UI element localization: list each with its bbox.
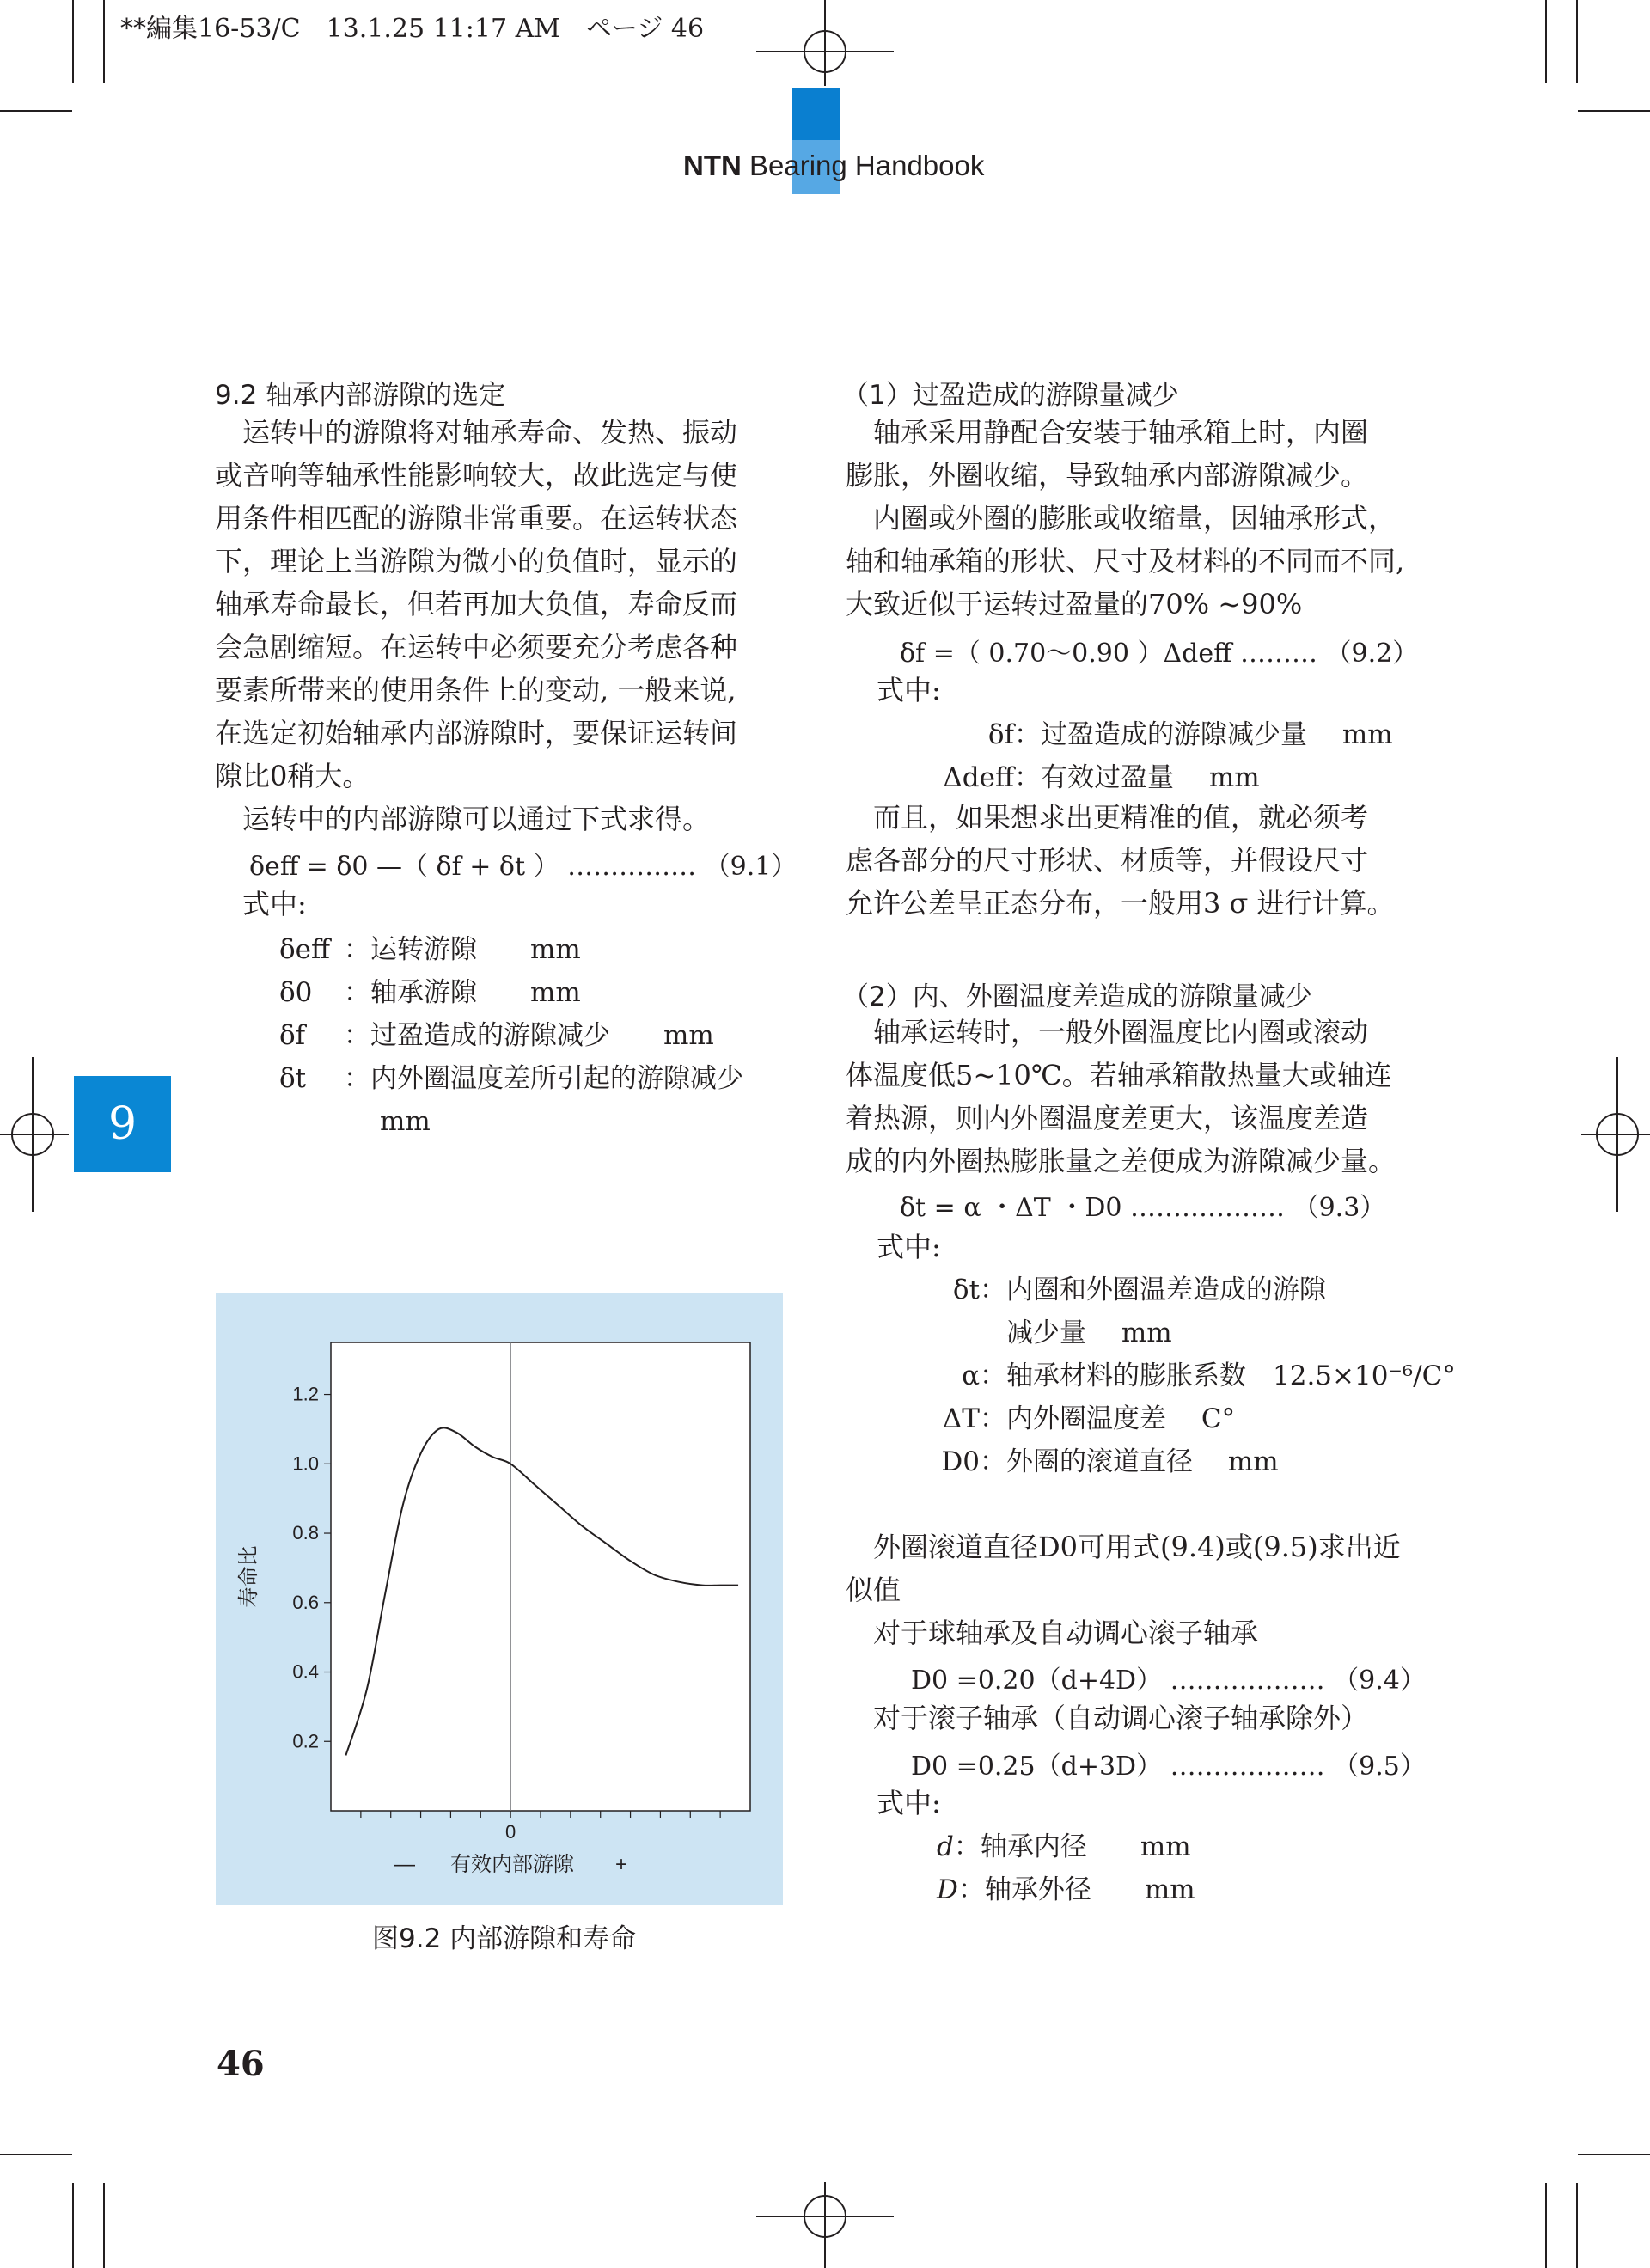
x-tick-label: 0 <box>505 1821 516 1843</box>
right-paragraph-1 <box>846 411 1404 626</box>
equation-body: δf =（ 0.70～0.90 ）Δdeff <box>900 639 1232 669</box>
definition-item <box>279 928 743 971</box>
definition-text: ：轴承材料的膨胀系数 12.5×10⁻⁶/C° <box>980 1360 1456 1391</box>
crop-mark <box>103 2183 105 2268</box>
crop-mark <box>0 110 72 112</box>
definition-symbol: δeff <box>279 934 331 965</box>
equation-leader: ……… <box>1240 639 1317 669</box>
where-label: 式中: <box>877 1231 941 1263</box>
definition-symbol: D <box>937 1874 958 1905</box>
crop-mark <box>1578 2154 1650 2155</box>
text-line: 着热源，则内外圈温度差更大，该温度差造 <box>846 1102 1369 1134</box>
text-line: 对于球轴承及自动调心滚子轴承 <box>846 1617 1259 1649</box>
equation-number: （9.2） <box>1325 639 1419 669</box>
definition-item <box>885 1440 1456 1483</box>
right-paragraph-4 <box>846 1525 1401 1654</box>
definition-symbol: δf <box>987 719 1014 750</box>
text-line: 内圈或外圈的膨胀或收缩量，因轴承形式， <box>846 502 1396 535</box>
equation-number: （9.1） <box>704 852 798 882</box>
equation-9-4 <box>911 1659 1426 1696</box>
print-slug: **編集16-53/C 13.1.25 11:17 AM ページ 46 <box>120 14 705 44</box>
definition-text: ：内外圈温度差所引起的游隙减少 <box>344 1063 743 1094</box>
equation-number: （9.5） <box>1333 1751 1426 1782</box>
definition-list <box>937 1825 1195 1911</box>
header-brand: NTN <box>683 150 742 181</box>
text-line: 轴承寿命最长，但若再加大负值，寿命反而 <box>215 588 738 620</box>
text-line: 在选定初始轴承内部游隙时，要保证运转间 <box>215 717 738 749</box>
text-line: 虑各部分的尺寸形状、材质等，并假设尺寸 <box>846 844 1369 877</box>
y-tick-label: 0.6 <box>292 1591 319 1613</box>
definition-text: ：轴承外径 mm <box>957 1874 1195 1905</box>
y-tick-label: 1.2 <box>292 1383 319 1405</box>
definition-item <box>885 713 1393 756</box>
y-tick-label: 0.8 <box>292 1522 319 1544</box>
definition-item <box>885 1354 1456 1397</box>
y-tick-label: 0.4 <box>292 1660 319 1683</box>
definition-list <box>279 928 743 1143</box>
crop-mark <box>72 0 74 83</box>
equation-body: D0 =0.20（d+4D） <box>911 1666 1163 1696</box>
text-line: 膨胀，外圈收缩，导致轴承内部游隙减少。 <box>846 459 1369 492</box>
text-line: 会急剧缩短。在运转中必须要充分考虑各种 <box>215 631 738 663</box>
where-label: 式中: <box>877 674 941 706</box>
equation-leader: ……………… <box>1130 1193 1286 1223</box>
definition-symbol: δt <box>952 1275 980 1305</box>
equation-number: （9.3） <box>1292 1193 1386 1223</box>
registration-mark-top <box>756 0 894 86</box>
definition-text: ：轴承游隙 mm <box>344 977 581 1008</box>
text-line: 运转中的内部游隙可以通过下式求得。 <box>215 803 711 835</box>
definition-item <box>885 756 1393 799</box>
text-line: 成的内外圈热膨胀量之差便成为游隙减少量。 <box>846 1145 1396 1177</box>
definition-text: ：过盈造成的游隙减少 mm <box>344 1020 714 1051</box>
definition-list <box>885 1268 1456 1483</box>
definition-symbol: ΔT <box>942 1403 980 1434</box>
definition-text: mm <box>380 1106 431 1137</box>
definition-symbol: d <box>937 1831 954 1862</box>
crop-mark <box>1545 0 1547 83</box>
text-line: 而且，如果想求出更精准的值，就必须考 <box>846 801 1369 834</box>
definition-item <box>279 971 743 1014</box>
definition-symbol: Δdeff <box>943 762 1014 793</box>
chapter-tab: 9 <box>74 1076 171 1172</box>
right-paragraph-2 <box>846 796 1395 925</box>
crop-mark <box>0 2154 72 2155</box>
crop-mark <box>103 0 105 83</box>
text-line: 允许公差呈正态分布，一般用3 σ 进行计算。 <box>846 887 1395 920</box>
equation-body: δeff = δ0 —（ δf + δt ） <box>249 852 559 882</box>
where-label: 式中: <box>877 1787 941 1819</box>
text-line: 运转中的游隙将对轴承寿命、发热、振动 <box>215 416 738 449</box>
equation-body: δt = α ・ΔT ・D0 <box>900 1193 1122 1223</box>
running-header <box>683 150 984 182</box>
definition-text: 减少量 mm <box>980 1317 1172 1348</box>
definition-item <box>885 1397 1456 1440</box>
text-line: 隙比0稍大。 <box>215 760 370 792</box>
y-tick-label: 0.2 <box>292 1730 319 1752</box>
definition-symbol: δ0 <box>279 977 313 1008</box>
header-title: Bearing Handbook <box>749 150 985 181</box>
page-number: 46 <box>217 2044 265 2084</box>
where-label: 式中: <box>242 888 307 920</box>
text-line: 轴承运转时，一般外圈温度比内圈或滚动 <box>846 1016 1369 1048</box>
plot-area <box>331 1342 750 1811</box>
x-axis-plus: + <box>614 1853 628 1876</box>
definition-text: ：过盈造成的游隙减少量 mm <box>1014 719 1393 750</box>
definition-item <box>279 1100 743 1143</box>
left-paragraph-1 <box>215 411 737 841</box>
crop-mark <box>72 2183 74 2268</box>
text-line: 大致近似于运转过盈量的70% ~90% <box>846 588 1303 620</box>
definition-text: ：有效过盈量 mm <box>1014 762 1260 793</box>
definition-list <box>885 713 1393 799</box>
definition-text: ：外圈的滚道直径 mm <box>980 1446 1279 1477</box>
text-line: 体温度低5~10℃。若轴承箱散热量大或轴连 <box>846 1059 1392 1091</box>
definition-symbol: δt <box>279 1063 307 1094</box>
text-line: 轴和轴承箱的形状、尺寸及材料的不同而不同, <box>846 545 1405 578</box>
definition-item <box>885 1311 1456 1354</box>
definition-item <box>885 1268 1456 1311</box>
definition-symbol: α <box>962 1360 980 1391</box>
text-line: 要素所带来的使用条件上的变动, 一般来说, <box>215 674 736 706</box>
definition-text: ：轴承内径 mm <box>953 1831 1191 1862</box>
equation-9-5 <box>911 1745 1426 1782</box>
crop-mark <box>1545 2183 1547 2268</box>
definition-symbol: D0 <box>941 1446 980 1477</box>
equation-9-2 <box>900 632 1418 669</box>
section-heading: 9.2 轴承内部游隙的选定 <box>215 380 506 411</box>
subsection-heading-1: （1）过盈造成的游隙量减少 <box>842 380 1179 411</box>
equation-leader: ……………… <box>1170 1751 1325 1782</box>
equation-number: （9.4） <box>1333 1666 1426 1696</box>
text-line: 似值 <box>846 1574 901 1606</box>
figure-caption: 图9.2 内部游隙和寿命 <box>372 1923 637 1954</box>
text-line: 外圈滚道直径D0可用式(9.4)或(9.5)求出近 <box>846 1531 1401 1563</box>
registration-mark-right <box>1581 1057 1650 1212</box>
definition-item <box>279 1014 743 1057</box>
registration-mark-bottom <box>756 2182 894 2268</box>
definition-text: ：内外圈温度差 C° <box>980 1403 1236 1434</box>
definition-item <box>279 1057 743 1100</box>
equation-9-1 <box>249 845 797 883</box>
equation-9-3 <box>900 1186 1385 1224</box>
definition-text: ：内圈和外圈温差造成的游隙 <box>980 1275 1326 1305</box>
right-paragraph-3 <box>846 1011 1396 1183</box>
roller-line: 对于滚子轴承（自动调心滚子轴承除外） <box>846 1702 1369 1734</box>
subsection-heading-2: （2）内、外圈温度差造成的游隙量减少 <box>842 981 1312 1012</box>
x-axis-minus: — <box>394 1853 415 1876</box>
text-line: 用条件相匹配的游隙非常重要。在运转状态 <box>215 502 738 535</box>
equation-leader: …………… <box>567 852 697 882</box>
equation-leader: ……………… <box>1170 1666 1325 1696</box>
text-line: 或音响等轴承性能影响较大，故此选定与使 <box>215 459 738 492</box>
text-line: 轴承采用静配合安装于轴承箱上时，内圈 <box>846 416 1369 449</box>
crop-mark <box>1578 110 1650 112</box>
y-axis-label: 寿命比 <box>237 1545 260 1608</box>
text-line: 下，理论上当游隙为微小的负值时，显示的 <box>215 545 738 578</box>
definition-text: ：运转游隙 mm <box>344 934 581 965</box>
crop-mark <box>1576 0 1578 83</box>
chart-panel <box>216 1293 783 1905</box>
definition-item <box>937 1868 1195 1911</box>
life-ratio-chart <box>216 1293 783 1905</box>
x-axis-label: 有效内部游隙 <box>450 1853 574 1876</box>
crop-mark <box>1576 2183 1578 2268</box>
definition-symbol: δf <box>279 1020 306 1051</box>
definition-item <box>937 1825 1195 1868</box>
equation-body: D0 =0.25（d+3D） <box>911 1751 1163 1782</box>
registration-mark-left <box>0 1057 69 1212</box>
y-tick-label: 1.0 <box>292 1452 319 1475</box>
